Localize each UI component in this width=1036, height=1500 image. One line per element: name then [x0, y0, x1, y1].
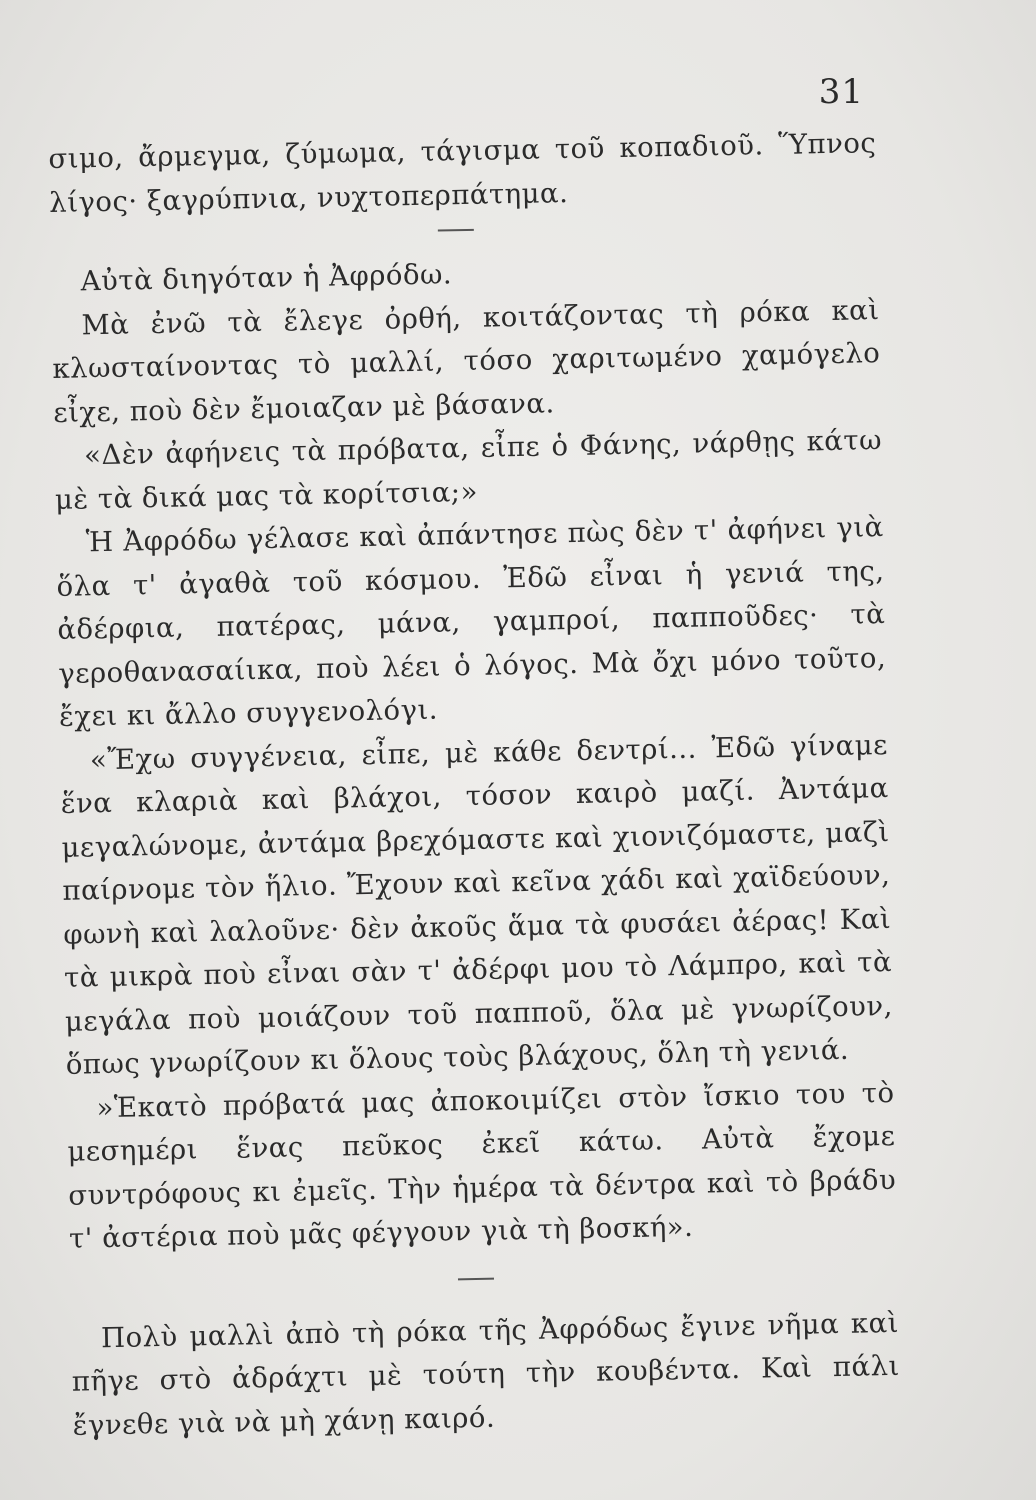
- body-text: [48, 122, 901, 1448]
- paragraph-4: «Δὲν ἀφήνεις τὰ πρόβατα, εἶπε ὁ Φάνης, νάρθῃς κάτω μὲ τὰ δικά μας τὰ κορίτσια;»: [54, 424, 883, 516]
- section-divider-1: [438, 229, 474, 232]
- paragraph-6: «Ἔχω συγγένεια, εἶπε, μὲ κάθε δεντρί... Ἐδῶ γίναμε ἕνα κλαριὰ καὶ βλάχοι, τόσον καιρὸ μαζί. Ἀντάμα μεγαλώνομε, ἀντάμα βρεχόμαστε καὶ χιονιζόμαστε, μαζὶ παίρνομε τὸν ἥλιο. Ἔχουν καὶ κεῖνα χάδι καὶ χαϊδεύουν, φωνὴ καὶ λαλοῦνε· δὲν ἀκοῦς ἅμα τὰ φυσάει ἀέρας! Καὶ τὰ μικρὰ ποὺ εἶναι σὰν τ' ἀδέρφι μου τὸ Λάμπρο, καὶ τὰ μεγάλα ποὺ μοιάζουν τοῦ παπποῦ, ὅλα μὲ γνωρίζουν, ὅπως γνωρίζουν κι ὅλους τοὺς βλάχους, ὅλη τὴ γενιά.: [60, 728, 894, 1081]
- paragraph-2: Αὐτὰ διηγόταν ἡ Ἀφρόδω.: [80, 258, 453, 298]
- page-number: 31: [818, 72, 864, 112]
- section-divider-2: [458, 1277, 494, 1280]
- paragraph-1: σιμο, ἄρμεγμα, ζύμωμα, τάγισμα τοῦ κοπαδιοῦ. Ὕπνος λίγος· ξαγρύπνια, νυχτοπερπάτημα.: [48, 127, 877, 219]
- paragraph-8: Πολὺ μαλλὶ ἀπὸ τὴ ρόκα τῆς Ἀφρόδως ἔγινε νῆμα καὶ πῆγε στὸ ἀδράχτι μὲ τούτη τὴν κουβέντα. Καὶ πάλι ἔγνεθε γιὰ νὰ μὴ χάνῃ καιρό.: [71, 1306, 901, 1442]
- paragraph-5: Ἡ Ἀφρόδω γέλασε καὶ ἀπάντησε πὼς δὲν τ' ἀφήνει γιὰ ὅλα τ' ἀγαθὰ τοῦ κόσμου. Ἐδῶ εἶναι ἡ γενιά της, ἀδέρφια, πατέρας, μάνα, γαμπροί, παπποῦδες· τὰ γεροθανασαίικα, ποὺ λέει ὁ λόγος. Μὰ ὄχι μόνο τοῦτο, ἔχει κι ἄλλο συγγενολόγι.: [56, 511, 887, 733]
- paragraph-7: »Ἑκατὸ πρόβατά μας ἀποκοιμίζει στὸν ἴσκιο του τὸ μεσημέρι ἕνας πεῦκος ἐκεῖ κάτω. Αὐτὰ ἔχομε συντρόφους κι ἐμεῖς. Τὴν ἡμέρα τὰ δέντρα καὶ τὸ βράδυ τ' ἀστέρια ποὺ μᾶς φέγγουν γιὰ τὴ βοσκή».: [67, 1076, 897, 1255]
- paragraph-3: Μὰ ἐνῶ τὰ ἔλεγε ὀρθή, κοιτάζοντας τὴ ρόκα καὶ κλωσταίνοντας τὸ μαλλί, τόσο χαριτωμένο χαμόγελο εἶχε, ποὺ δὲν ἔμοιαζαν μὲ βάσανα.: [52, 293, 881, 429]
